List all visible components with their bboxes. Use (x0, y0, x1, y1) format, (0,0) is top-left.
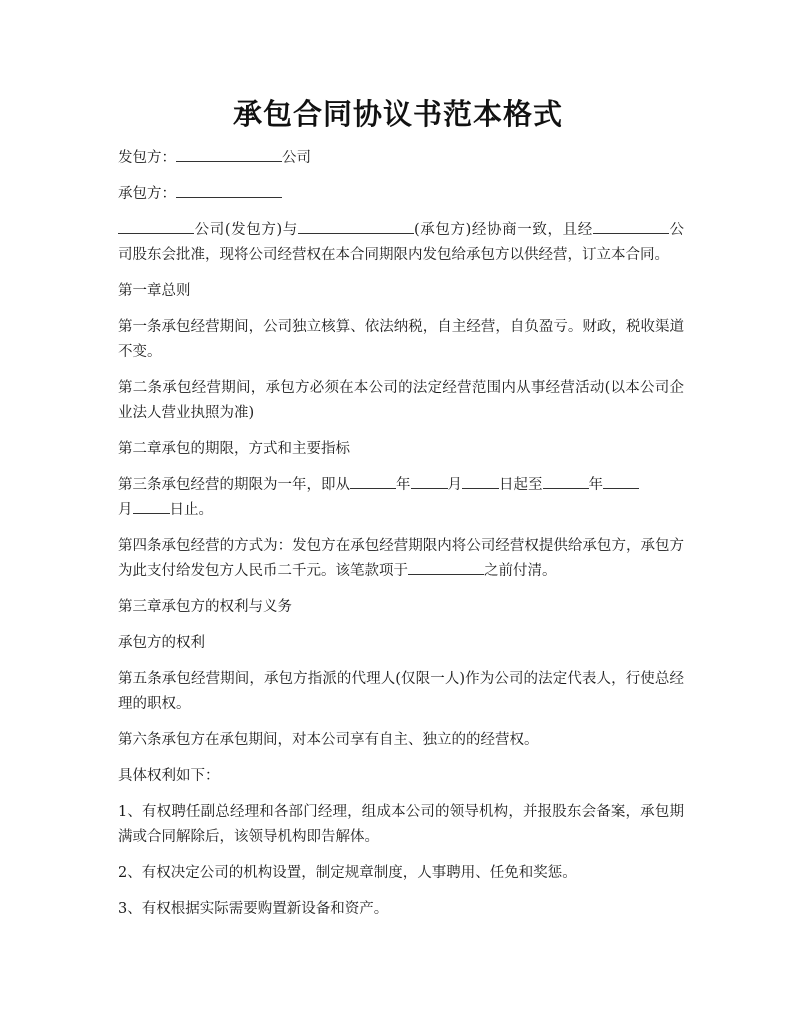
rights-intro: 具体权利如下： (118, 768, 220, 784)
right-item-2: 2、有权决定公司的机构设置，制定规章制度，人事聘用、任免和奖惩。 (118, 865, 577, 881)
article-2: 第二条承包经营期间，承包方必须在本公司的法定经营范围内从事经营活动(以本公司企业法人营业执照为准) (118, 380, 684, 421)
start-month-label: 月 (447, 477, 462, 493)
article-6: 第六条承包方在承包期间，对本公司享有自主、独立的的经营权。 (118, 732, 539, 748)
party-b-blank (176, 183, 282, 198)
payment-date-blank (408, 560, 484, 575)
article-4-text-end: 之前付清。 (484, 563, 557, 579)
party-b-label: 承包方： (118, 186, 176, 202)
document-title: 承包合同协议书范本格式 (232, 97, 563, 131)
article-5: 第五条承包经营期间，承包方指派的代理人(仅限一人)作为公司的法定代表人，行使总经理的职权。 (118, 671, 684, 712)
end-month-blank-a (603, 474, 639, 489)
intro-text-1: 公司(发包方)与 (194, 222, 298, 238)
chapter-3-heading: 第三章承包方的权利与义务 (118, 599, 292, 615)
right-item-1: 1、有权聘任副总经理和各部门经理，组成本公司的领导机构，并报股东会备案，承包期满或合同解除后，该领导机构即告解体。 (118, 804, 684, 845)
start-day-label: 日起至 (499, 477, 543, 493)
end-month-label: 月 (118, 502, 133, 518)
party-a-label: 发包方： (118, 150, 176, 166)
article-3-text: 第三条承包经营的期限为一年，即从 (118, 477, 350, 493)
intro-text-3: 公司股东会批准，现将公司经营权在本合同期限内发包给承包方以供经营，订立本合同。 (118, 222, 684, 263)
party-a-line (118, 146, 684, 171)
article-4 (118, 534, 684, 584)
end-year-label: 年 (588, 477, 603, 493)
right-item-3: 3、有权根据实际需要购置新设备和资产。 (118, 901, 389, 917)
start-year-label: 年 (396, 477, 411, 493)
end-day-blank (133, 499, 170, 514)
article-3 (118, 473, 684, 523)
start-day-blank (462, 474, 499, 489)
start-year-blank (350, 474, 396, 489)
party-a-blank (176, 147, 282, 162)
end-year-blank (543, 474, 589, 489)
intro-blank-2 (298, 219, 414, 234)
end-day-label: 日止。 (169, 502, 213, 518)
intro-blank-3 (593, 219, 669, 234)
chapter-2-heading: 第二章承包的期限，方式和主要指标 (118, 441, 350, 457)
intro-text-2: (承包方)经协商一致，且经 (413, 222, 593, 238)
article-4-text: 第四条承包经营的方式为：发包方在承包经营期限内将公司经营权提供给承包方，承包方为此支付给发包方人民币二千元。该笔款项于 (118, 538, 684, 579)
party-a-suffix: 公司 (282, 150, 311, 166)
article-1: 第一条承包经营期间，公司独立核算、依法纳税，自主经营，自负盈亏。财政，税收渠道不变。 (118, 319, 684, 360)
chapter-1-heading: 第一章总则 (118, 283, 191, 299)
party-b-line (118, 182, 684, 207)
intro-blank-1 (118, 219, 194, 234)
rights-heading: 承包方的权利 (118, 635, 205, 651)
document-body (118, 146, 684, 933)
intro-paragraph (118, 218, 684, 268)
start-month-blank (411, 474, 448, 489)
